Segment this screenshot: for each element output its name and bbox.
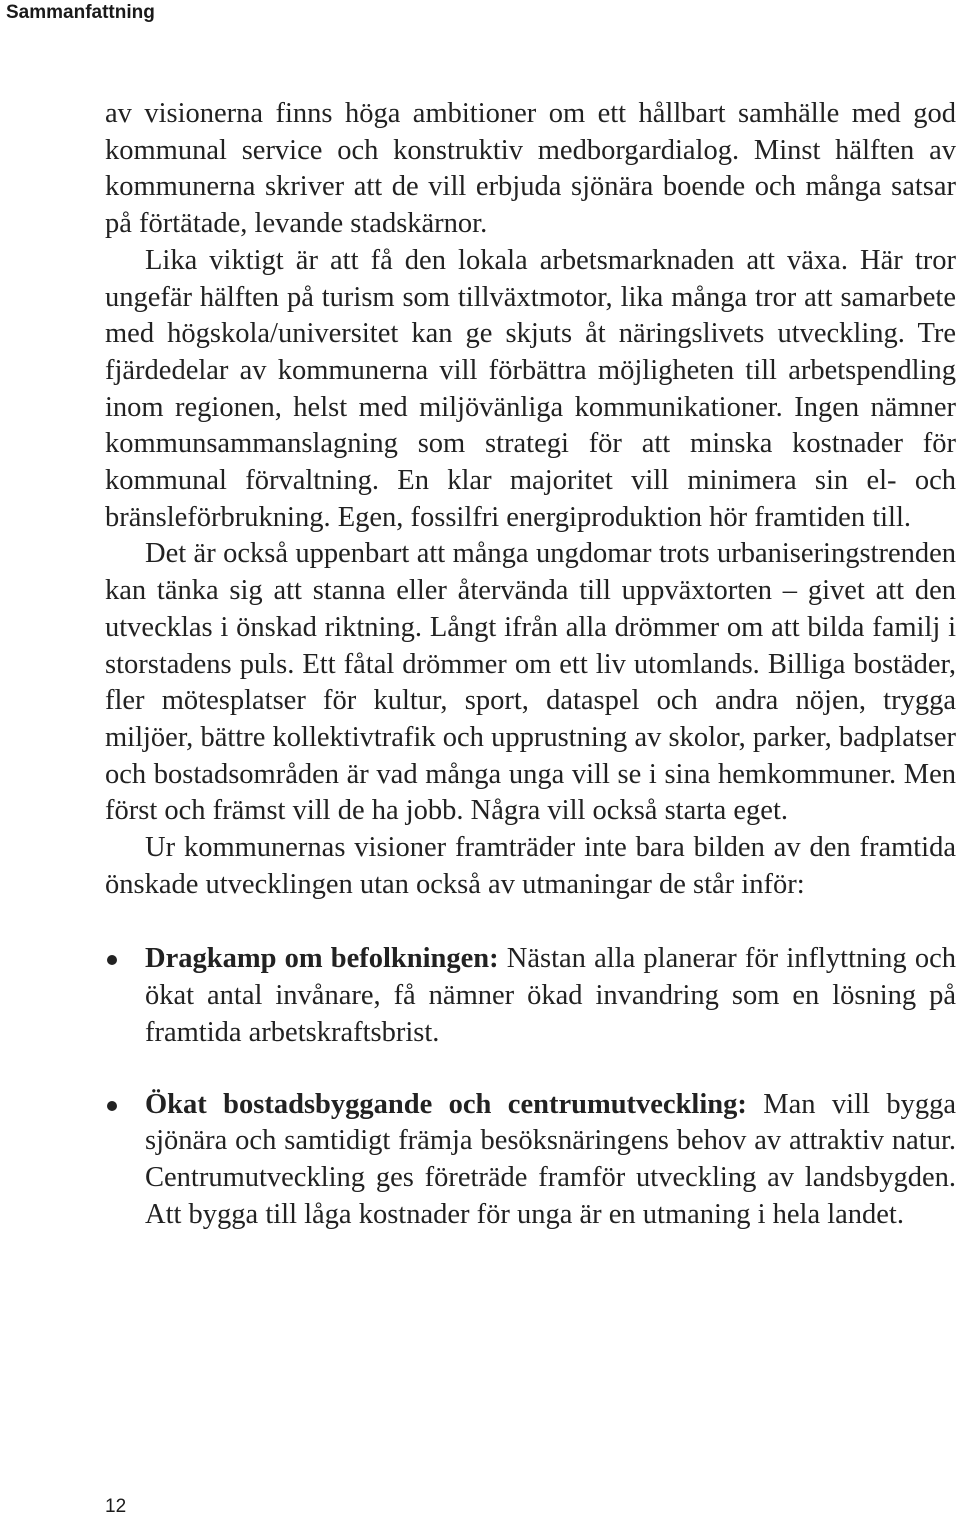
paragraph: Ur kommunernas visioner framträder inte bara bilden av den framtida önskade utvecklingen utan också av utmaningar de står inför: — [105, 832, 956, 900]
bullet-text: Man vill bygga sjönära och samtidigt främja besöksnäringens behov av attraktiv natur. Centrumutveckling ges företräde framför utveckling av landsbygden. Att bygga till låga kostnader för unga är en utmaning i hela landet. — [145, 1088, 956, 1230]
list-item — [105, 1087, 956, 1234]
list-item — [105, 941, 956, 1051]
paragraph: av visionerna finns höga ambitioner om ett hållbart samhälle med god kommunal service och konstruktiv medborgardialog. Minst hälften av kommunerna skriver att de vill erbjuda sjönära boende och många satsar på förtätade, levande stadskärnor. — [105, 98, 956, 240]
paragraph: Det är också uppenbart att många ungdomar trots urbaniseringstrenden kan tänka sig att stanna eller återvända till uppväxtorten – givet att den utvecklas i önskad riktning. Långt ifrån alla drömmer om att bilda familj i storstadens puls. Ett fåtal drömmer om ett liv utomlands. Billiga bostäder, fler mötesplatser för kultur, sport, dataspel och andra nöjen, trygga miljöer, bättre kollektivtrafik och upprustning av skolor, parker, badplatser och bostadsområden är vad många unga vill se i sina hemkommuner. Men först och främst vill de ha jobb. Några vill också starta eget. — [105, 538, 956, 827]
bullet-lead: Ökat bostadsbyggande och centrumutveckling: — [145, 1088, 747, 1120]
section-header: Sammanfattning — [6, 2, 155, 23]
bullet-icon — [107, 1101, 117, 1111]
page-number: 12 — [105, 1496, 127, 1517]
bullet-text: Nästan alla planerar för inflyttning och ökat antal invånare, få nämner ökad invandring som en lösning på framtida arbetskraftsbrist. — [145, 943, 956, 1048]
bullet-icon — [107, 955, 117, 965]
paragraph: Lika viktigt är att få den lokala arbetsmarknaden att växa. Här tror ungefär hälften på turism som tillväxtmotor, lika många tror att samarbete med högskola/universitet kan ge skjuts åt näringslivets utveckling. Tre fjärdedelar av kommunerna vill förbättra möjligheten till arbetspendling inom regionen, helst med miljövänliga kommunikationer. Ingen nämner kommunsammanslagning som strategi för att minska kostnader för kommunal förvaltning. En klar majoritet vill minimera sin el- och bränsleförbrukning. Egen, fossilfri energiproduktion hör framtiden till. — [105, 244, 956, 533]
bullet-list — [105, 941, 956, 1233]
bullet-lead: Dragkamp om befolkningen: — [145, 943, 499, 975]
main-text — [105, 96, 956, 1268]
